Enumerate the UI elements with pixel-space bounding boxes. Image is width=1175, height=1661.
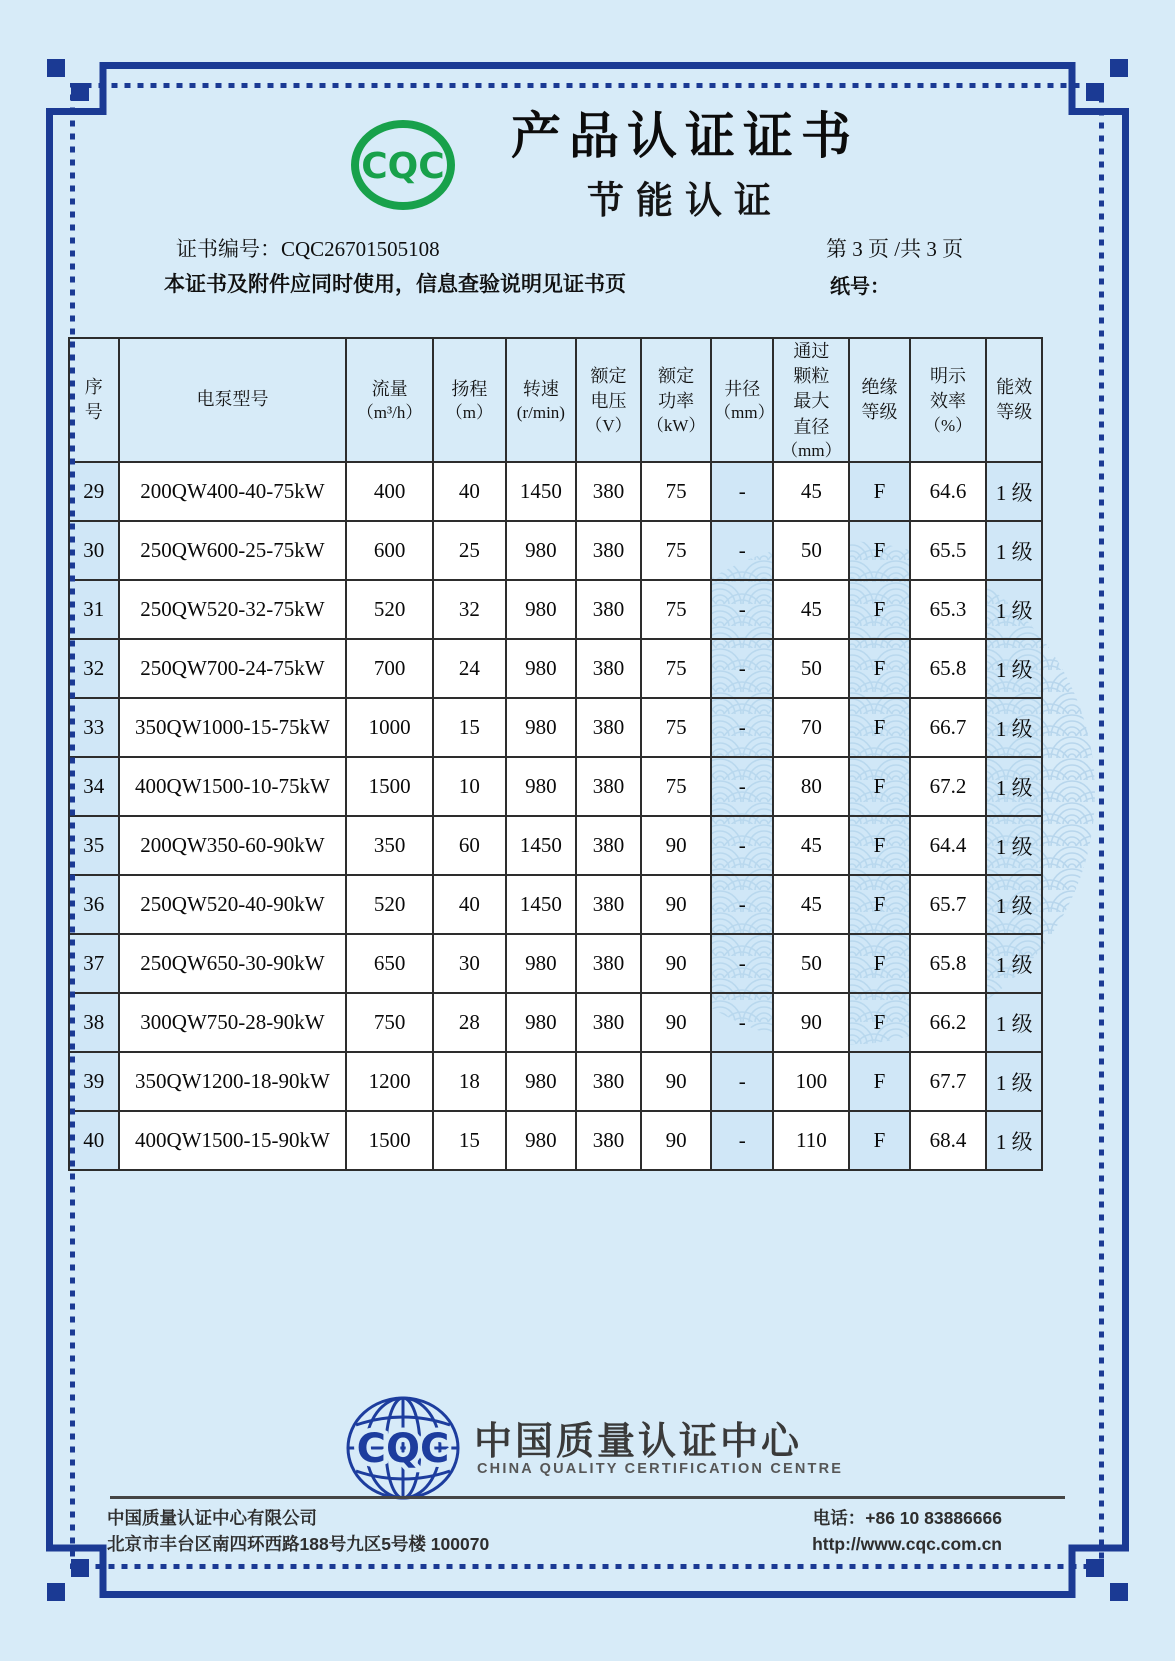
table-cell: 380 [576,993,641,1052]
table-row [69,462,1042,521]
table-row [69,1111,1042,1170]
website-url: http://www.cqc.com.cn [812,1534,1002,1554]
column-header: 电泵型号 [119,338,347,462]
table-cell: 80 [773,757,849,816]
table-cell: 32 [433,580,506,639]
table-cell: 380 [576,1111,641,1170]
table-cell: 36 [69,875,119,934]
usage-note: 本证书及附件应同时使用，信息查验说明见证书页 [164,273,626,296]
column-header: 能效等级 [986,338,1042,462]
table-cell: 980 [506,993,576,1052]
column-header: 扬程 （m） [433,338,506,462]
table-cell: F [849,757,909,816]
contact-info [812,1505,1002,1557]
table-cell: 65.5 [910,521,987,580]
table-cell: 980 [506,757,576,816]
table-cell: 520 [346,875,433,934]
table-cell: 380 [576,521,641,580]
table-cell: 40 [69,1111,119,1170]
table-cell: 66.2 [910,993,987,1052]
table-cell: 38 [69,993,119,1052]
table-cell: 40 [433,875,506,934]
table-cell: 1 级 [986,1052,1042,1111]
table-cell: F [849,639,909,698]
table-cell: 50 [773,521,849,580]
table-cell: 66.7 [910,698,987,757]
table-cell: 39 [69,1052,119,1111]
table-cell: 45 [773,462,849,521]
company-info [107,1505,489,1557]
table-cell: 90 [641,934,711,993]
table-row [69,993,1042,1052]
footer-logo-text: CQC [356,1426,450,1472]
table-cell: F [849,1052,909,1111]
table-cell: 1 级 [986,993,1042,1052]
page-subtitle: 节能认证 [587,179,783,221]
table-cell: 700 [346,639,433,698]
table-row [69,521,1042,580]
table-cell: 24 [433,639,506,698]
table-cell: - [711,698,773,757]
table-cell: F [849,934,909,993]
table-cell: 75 [641,757,711,816]
column-header: 序号 [69,338,119,462]
table-row [69,639,1042,698]
table-cell: 67.7 [910,1052,987,1111]
table-cell: - [711,1052,773,1111]
column-header: 井径 （mm） [711,338,773,462]
table-cell: 75 [641,521,711,580]
table-cell: 31 [69,580,119,639]
table-cell: 90 [641,816,711,875]
table-cell: 380 [576,580,641,639]
table-cell: 75 [641,639,711,698]
table-cell: 1500 [346,1111,433,1170]
table-cell: 33 [69,698,119,757]
table-header-row [69,338,1042,462]
table-cell: - [711,521,773,580]
table-cell: 50 [773,934,849,993]
table-cell: 380 [576,462,641,521]
table-cell: 1 级 [986,934,1042,993]
table-cell: 350QW1200-18-90kW [119,1052,347,1111]
table-cell: 75 [641,462,711,521]
table-cell: 750 [346,993,433,1052]
column-header: 绝缘等级 [849,338,909,462]
table-cell: 90 [641,1052,711,1111]
table-cell: - [711,875,773,934]
table-cell: 34 [69,757,119,816]
column-header: 通过颗粒最大直径 （mm） [773,338,849,462]
table-cell: 980 [506,934,576,993]
certificate-number: 证书编号：CQC26701505108 [176,237,440,261]
table-cell: - [711,993,773,1052]
table-cell: 30 [69,521,119,580]
table-cell: 520 [346,580,433,639]
table-cell: 1 级 [986,462,1042,521]
table-cell: 75 [641,580,711,639]
table-row [69,816,1042,875]
table-cell: 10 [433,757,506,816]
table-cell: - [711,934,773,993]
table-cell: 250QW650-30-90kW [119,934,347,993]
table-cell: F [849,521,909,580]
table-cell: 250QW520-32-75kW [119,580,347,639]
table-cell: 980 [506,1111,576,1170]
table-cell: 1500 [346,757,433,816]
table-cell: 90 [641,993,711,1052]
table-cell: 18 [433,1052,506,1111]
table-cell: 380 [576,934,641,993]
table-cell: 64.6 [910,462,987,521]
table-cell: 90 [641,1111,711,1170]
table-cell: 200QW400-40-75kW [119,462,347,521]
table-cell: 65.7 [910,875,987,934]
column-header: 明示效率 （%） [910,338,987,462]
table-cell: 45 [773,875,849,934]
table-cell: 980 [506,580,576,639]
table-cell: 400QW1500-15-90kW [119,1111,347,1170]
table-cell: 380 [576,816,641,875]
table-cell: 35 [69,816,119,875]
column-header: 流量 （m³/h） [346,338,433,462]
table-cell: 300QW750-28-90kW [119,993,347,1052]
table-cell: 60 [433,816,506,875]
table-cell: 1 级 [986,1111,1042,1170]
table-cell: 90 [641,875,711,934]
title-block [452,110,918,224]
table-cell: 65.3 [910,580,987,639]
phone-number: 电话：+86 10 83886666 [812,1508,1002,1528]
table-cell: 250QW600-25-75kW [119,521,347,580]
org-name-en: CHINA QUALITY CERTIFICATION CENTRE [477,1461,844,1477]
table-cell: 980 [506,1052,576,1111]
table-cell: 1 级 [986,757,1042,816]
page-number-info: 第 3 页 /共 3 页 [826,237,964,261]
table-cell: 1450 [506,816,576,875]
table-row [69,698,1042,757]
table-cell: 980 [506,698,576,757]
table-cell: 110 [773,1111,849,1170]
table-cell: 15 [433,698,506,757]
table-cell: 1 级 [986,698,1042,757]
table-cell: 980 [506,639,576,698]
table-cell: - [711,1111,773,1170]
table-cell: 37 [69,934,119,993]
table-cell: 67.2 [910,757,987,816]
table-cell: 45 [773,580,849,639]
paper-number-label: 纸号： [830,276,890,298]
table-cell: - [711,639,773,698]
table-cell: F [849,816,909,875]
table-cell: 380 [576,757,641,816]
table-cell: 1 级 [986,875,1042,934]
table-cell: - [711,462,773,521]
table-cell: 28 [433,993,506,1052]
table-cell: 100 [773,1052,849,1111]
table-cell: 40 [433,462,506,521]
column-header: 转速 (r/min) [506,338,576,462]
table-cell: 980 [506,521,576,580]
company-address: 北京市丰台区南四环西路188号九区5号楼 100070 [107,1534,490,1554]
table-cell: 380 [576,1052,641,1111]
table-cell: 15 [433,1111,506,1170]
table-cell: 65.8 [910,639,987,698]
table-cell: 1450 [506,462,576,521]
table-cell: 32 [69,639,119,698]
pump-spec-table [68,337,1043,1171]
table-cell: 400QW1500-10-75kW [119,757,347,816]
page-title: 产品认证证书 [511,108,859,164]
cqc-green-logo-icon [350,118,456,217]
table-cell: 64.4 [910,816,987,875]
table-cell: F [849,698,909,757]
table-cell: 45 [773,816,849,875]
table-cell: F [849,1111,909,1170]
table-cell: 70 [773,698,849,757]
table-cell: F [849,462,909,521]
table-cell: 600 [346,521,433,580]
table-cell: 400 [346,462,433,521]
table-cell: 350 [346,816,433,875]
footer-divider [110,1496,1065,1499]
table-cell: 1 级 [986,521,1042,580]
table-cell: F [849,580,909,639]
table-cell: 380 [576,875,641,934]
table-cell: 380 [576,639,641,698]
table-cell: 250QW520-40-90kW [119,875,347,934]
table-cell: 380 [576,698,641,757]
table-cell: 1000 [346,698,433,757]
table-cell: 200QW350-60-90kW [119,816,347,875]
table-cell: 68.4 [910,1111,987,1170]
company-name: 中国质量认证中心有限公司 [107,1508,317,1528]
table-row [69,875,1042,934]
table-row [69,580,1042,639]
table-cell: F [849,993,909,1052]
table-row [69,934,1042,993]
table-cell: 1 级 [986,816,1042,875]
table-cell: 1200 [346,1052,433,1111]
table-cell: 250QW700-24-75kW [119,639,347,698]
cqc-globe-logo-icon [344,1394,462,1507]
table-row [69,1052,1042,1111]
table-cell: 50 [773,639,849,698]
table-cell: 65.8 [910,934,987,993]
table-cell: - [711,757,773,816]
org-name-cn: 中国质量认证中心 [474,1421,803,1463]
table-cell: 90 [773,993,849,1052]
table-cell: 650 [346,934,433,993]
column-header: 额定功率 （kW） [641,338,711,462]
table-cell: 29 [69,462,119,521]
column-header: 额定电压 （V） [576,338,641,462]
table-cell: - [711,816,773,875]
table-cell: 30 [433,934,506,993]
table-cell: 1450 [506,875,576,934]
table-cell: 25 [433,521,506,580]
table-cell: 75 [641,698,711,757]
table-cell: 1 级 [986,580,1042,639]
table-row [69,757,1042,816]
table-cell: 350QW1000-15-75kW [119,698,347,757]
table-cell: 1 级 [986,639,1042,698]
table-cell: - [711,580,773,639]
cqc-logo-text: CQC [361,146,445,187]
table-cell: F [849,875,909,934]
